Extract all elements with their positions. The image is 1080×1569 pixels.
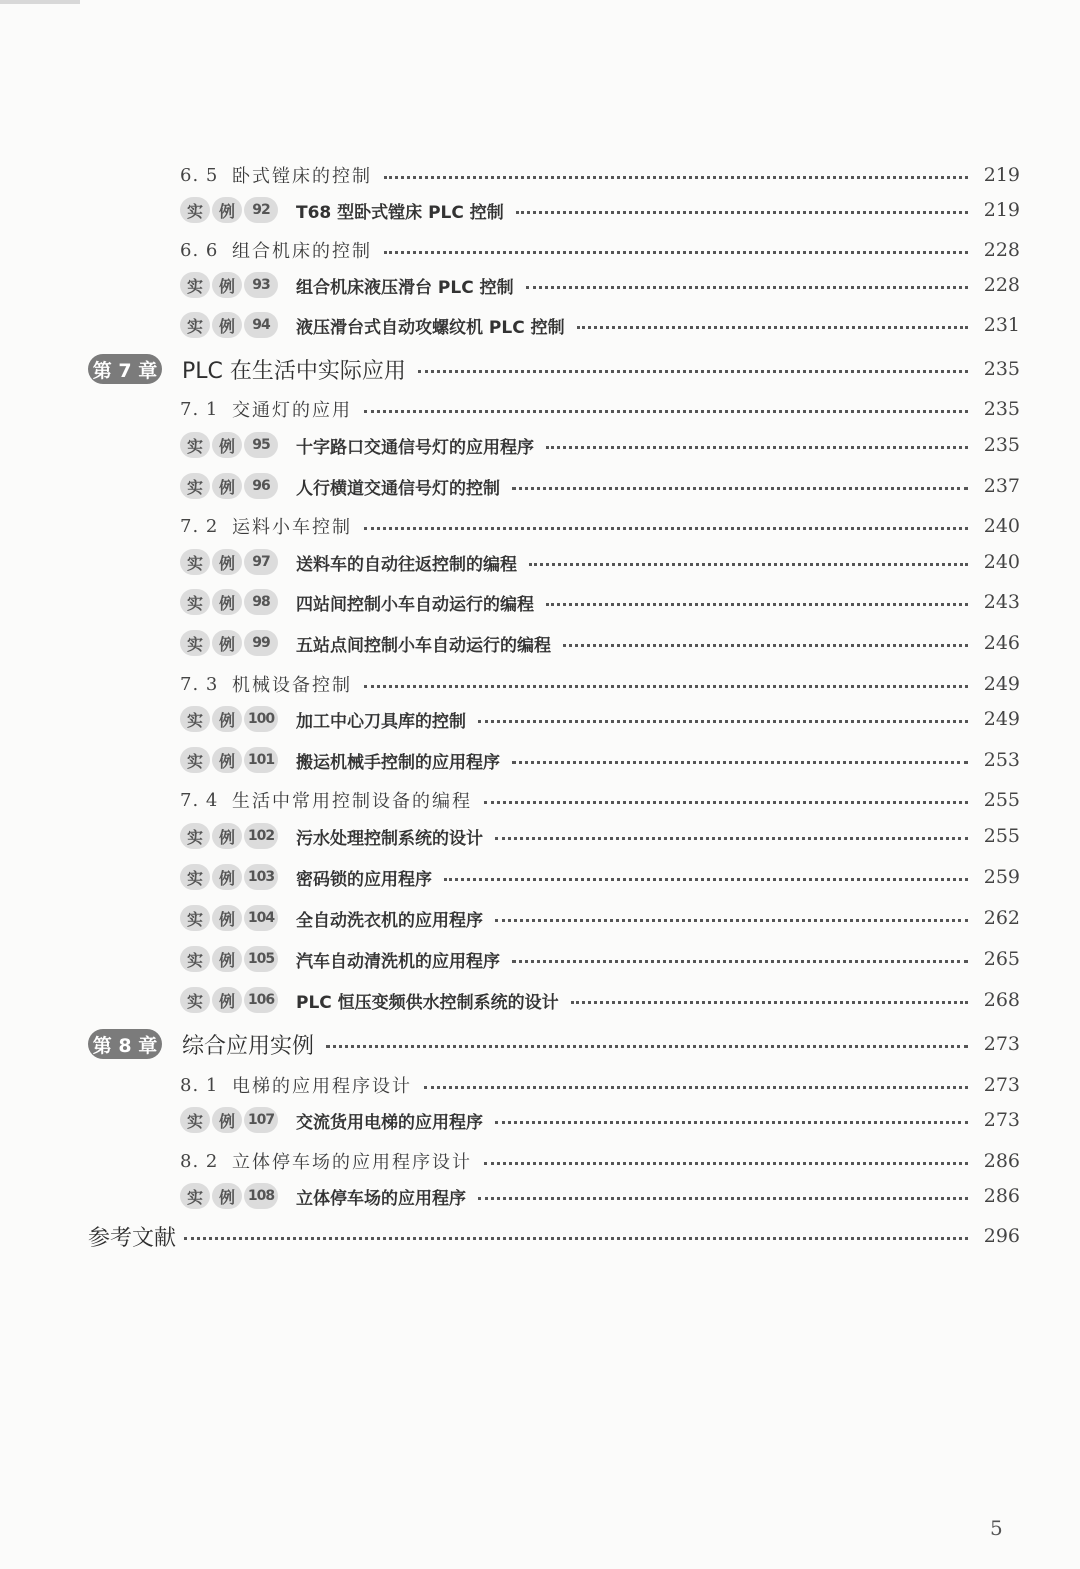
example-badge-char: 例: [212, 432, 242, 458]
section-title: 生活中常用控制设备的编程: [232, 791, 472, 812]
example-title: 交流货用电梯的应用程序: [296, 1112, 483, 1133]
section-title: 机械设备控制: [232, 675, 352, 696]
dot-leader: [495, 1121, 968, 1124]
example-badge-char: 例: [212, 747, 242, 773]
example-badge-char: 实: [180, 946, 210, 972]
page-ref: 273: [983, 1033, 1020, 1055]
example-badge: [180, 197, 278, 223]
example-title: 四站间控制小车自动运行的编程: [296, 594, 534, 615]
page-ref: 296: [983, 1225, 1020, 1247]
example-badge: [180, 272, 278, 298]
toc-entry-section[interactable]: [180, 159, 1020, 191]
example-badge-number: 95: [244, 432, 278, 458]
section-number: 6. 5: [180, 164, 219, 186]
example-badge-number: 103: [244, 864, 278, 890]
toc-entry-example[interactable]: [180, 861, 1020, 893]
example-title: 送料车的自动往返控制的编程: [296, 554, 517, 575]
example-badge-char: 例: [212, 1107, 242, 1133]
toc-entry-chapter[interactable]: [88, 353, 1020, 385]
page-ref: 235: [983, 358, 1020, 380]
example-badge-number: 96: [244, 473, 278, 499]
section-number: 6. 6: [180, 239, 219, 261]
dot-leader: [495, 837, 968, 840]
page-ref: 243: [983, 591, 1020, 613]
toc-entry-example[interactable]: [180, 703, 1020, 735]
references-title: 参考文献: [88, 1225, 177, 1251]
example-badge-char: 例: [212, 946, 242, 972]
example-title: 全自动洗衣机的应用程序: [296, 910, 483, 931]
example-title: 搬运机械手控制的应用程序: [296, 752, 500, 773]
example-badge-char: 实: [180, 987, 210, 1013]
example-title: 污水处理控制系统的设计: [296, 828, 483, 849]
example-badge-char: 例: [212, 630, 242, 656]
page-number: 5: [990, 1516, 1003, 1540]
toc-entry-section[interactable]: [180, 234, 1020, 266]
page-ref: 249: [983, 708, 1020, 730]
section-number: 7. 2: [180, 515, 219, 537]
dot-leader: [364, 685, 968, 688]
dot-leader: [364, 410, 968, 413]
section-title: 组合机床的控制: [232, 241, 372, 262]
toc-entry-example[interactable]: [180, 902, 1020, 934]
example-badge: [180, 473, 278, 499]
toc-entry-example[interactable]: [180, 546, 1020, 578]
example-badge-number: 99: [244, 630, 278, 656]
example-badge-char: 实: [180, 589, 210, 615]
toc-entry-example[interactable]: [180, 269, 1020, 301]
dot-leader: [516, 211, 968, 214]
dot-leader: [478, 1197, 968, 1200]
toc-entry-chapter[interactable]: [88, 1028, 1020, 1060]
toc-entry-references[interactable]: [88, 1220, 1020, 1252]
example-badge-char: 例: [212, 312, 242, 338]
toc-entry-example[interactable]: [180, 627, 1020, 659]
example-badge: [180, 312, 278, 338]
toc-entry-example[interactable]: [180, 744, 1020, 776]
page-ref: 265: [983, 948, 1020, 970]
example-badge-char: 实: [180, 706, 210, 732]
example-title: 加工中心刀具库的控制: [296, 711, 466, 732]
example-badge-char: 实: [180, 1183, 210, 1209]
section-number: 7. 1: [180, 398, 219, 420]
example-badge-number: 106: [244, 987, 278, 1013]
dot-leader: [364, 527, 968, 530]
example-badge-char: 例: [212, 905, 242, 931]
example-badge-char: 例: [212, 1183, 242, 1209]
dot-leader: [326, 1045, 968, 1048]
toc-entry-example[interactable]: [180, 309, 1020, 341]
example-badge-number: 105: [244, 946, 278, 972]
page-ref: 246: [983, 632, 1020, 654]
dot-leader: [184, 1237, 968, 1240]
example-badge-char: 实: [180, 905, 210, 931]
example-title: 十字路口交通信号灯的应用程序: [296, 437, 534, 458]
dot-leader: [444, 878, 968, 881]
page-ref: 273: [983, 1074, 1020, 1096]
toc-entry-example[interactable]: [180, 1180, 1020, 1212]
example-badge-char: 实: [180, 549, 210, 575]
toc-entry-example[interactable]: [180, 943, 1020, 975]
example-badge-number: 97: [244, 549, 278, 575]
toc-entry-section[interactable]: [180, 1069, 1020, 1101]
page-ref: 262: [983, 907, 1020, 929]
example-badge-char: 实: [180, 823, 210, 849]
page-ref: 286: [983, 1150, 1020, 1172]
example-badge-char: 实: [180, 432, 210, 458]
example-badge-number: 102: [244, 823, 278, 849]
example-title: 五站点间控制小车自动运行的编程: [296, 635, 551, 656]
toc-entry-section[interactable]: [180, 668, 1020, 700]
toc-entry-example[interactable]: [180, 820, 1020, 852]
chapter-badge: 第 7 章: [88, 354, 162, 384]
dot-leader: [384, 251, 968, 254]
page-ref: 235: [983, 398, 1020, 420]
page-ref: 255: [983, 825, 1020, 847]
example-badge-number: 98: [244, 589, 278, 615]
page-ref: 240: [983, 551, 1020, 573]
dot-leader: [546, 446, 968, 449]
dot-leader: [484, 1162, 968, 1165]
example-title: PLC 恒压变频供水控制系统的设计: [296, 992, 559, 1013]
dot-leader: [577, 326, 968, 329]
page-ref: 219: [983, 199, 1020, 221]
page-ref: 228: [983, 239, 1020, 261]
dot-leader: [478, 720, 968, 723]
example-badge: [180, 1107, 278, 1133]
example-badge: [180, 432, 278, 458]
example-badge-char: 例: [212, 272, 242, 298]
section-title: 卧式镗床的控制: [232, 166, 372, 187]
example-title: 人行横道交通信号灯的控制: [296, 478, 500, 499]
example-badge: [180, 823, 278, 849]
toc-entry-section[interactable]: [180, 393, 1020, 425]
example-badge-char: 实: [180, 1107, 210, 1133]
example-title: 立体停车场的应用程序: [296, 1188, 466, 1209]
page-ref: 237: [983, 475, 1020, 497]
toc-entry-section[interactable]: [180, 784, 1020, 816]
toc-entry-section[interactable]: [180, 1145, 1020, 1177]
example-title: 汽车自动清洗机的应用程序: [296, 951, 500, 972]
section-title: 电梯的应用程序设计: [232, 1076, 412, 1097]
example-badge: [180, 589, 278, 615]
example-badge-char: 实: [180, 197, 210, 223]
dot-leader: [546, 603, 968, 606]
example-badge-char: 例: [212, 589, 242, 615]
example-badge: [180, 747, 278, 773]
example-badge-char: 实: [180, 864, 210, 890]
section-title: 运料小车控制: [232, 517, 352, 538]
page-ref: 268: [983, 989, 1020, 1011]
example-badge-char: 实: [180, 473, 210, 499]
section-number: 7. 4: [180, 789, 219, 811]
page-ref: 228: [983, 274, 1020, 296]
page-ref: 235: [983, 434, 1020, 456]
example-badge-char: 例: [212, 706, 242, 732]
example-badge: [180, 630, 278, 656]
example-title: T68 型卧式镗床 PLC 控制: [296, 202, 504, 223]
page-ref: 273: [983, 1109, 1020, 1131]
section-title: 立体停车场的应用程序设计: [232, 1152, 472, 1173]
example-badge: [180, 549, 278, 575]
toc-entry-example[interactable]: [180, 984, 1020, 1016]
example-badge: [180, 987, 278, 1013]
example-badge-number: 108: [244, 1183, 278, 1209]
example-title: 组合机床液压滑台 PLC 控制: [296, 277, 514, 298]
example-badge-char: 实: [180, 272, 210, 298]
example-badge-number: 107: [244, 1107, 278, 1133]
example-badge-char: 例: [212, 987, 242, 1013]
dot-leader: [563, 644, 968, 647]
example-badge-number: 92: [244, 197, 278, 223]
section-number: 8. 2: [180, 1150, 219, 1172]
toc-entry-section[interactable]: [180, 510, 1020, 542]
toc-entry-example[interactable]: [180, 470, 1020, 502]
example-title: 液压滑台式自动攻螺纹机 PLC 控制: [296, 317, 565, 338]
example-badge-number: 94: [244, 312, 278, 338]
page-ref: 219: [983, 164, 1020, 186]
page-ref: 249: [983, 673, 1020, 695]
example-badge-number: 104: [244, 905, 278, 931]
page-ref: 255: [983, 789, 1020, 811]
example-badge-char: 例: [212, 823, 242, 849]
chapter-title: 综合应用实例: [182, 1033, 315, 1059]
dot-leader: [495, 919, 968, 922]
dot-leader: [484, 801, 968, 804]
example-badge-char: 实: [180, 747, 210, 773]
example-badge-char: 例: [212, 197, 242, 223]
page-ref: 240: [983, 515, 1020, 537]
example-title: 密码锁的应用程序: [296, 869, 432, 890]
example-badge-char: 例: [212, 473, 242, 499]
dot-leader: [418, 370, 968, 373]
example-badge-char: 实: [180, 312, 210, 338]
chapter-badge: 第 8 章: [88, 1029, 162, 1059]
example-badge-char: 实: [180, 630, 210, 656]
dot-leader: [424, 1086, 968, 1089]
toc-entry-example[interactable]: [180, 429, 1020, 461]
example-badge-number: 100: [244, 706, 278, 732]
dot-leader: [529, 563, 968, 566]
example-badge-number: 93: [244, 272, 278, 298]
example-badge: [180, 946, 278, 972]
chapter-title: PLC 在生活中实际应用: [182, 358, 406, 384]
page-corner-tab: [0, 0, 80, 4]
page-ref: 259: [983, 866, 1020, 888]
example-badge-char: 例: [212, 549, 242, 575]
toc-entry-example[interactable]: [180, 194, 1020, 226]
dot-leader: [571, 1001, 968, 1004]
example-badge: [180, 905, 278, 931]
section-number: 8. 1: [180, 1074, 219, 1096]
dot-leader: [526, 286, 968, 289]
dot-leader: [512, 960, 968, 963]
toc-entry-example[interactable]: [180, 1104, 1020, 1136]
dot-leader: [512, 761, 968, 764]
example-badge: [180, 1183, 278, 1209]
dot-leader: [512, 487, 968, 490]
section-number: 7. 3: [180, 673, 219, 695]
toc-entry-example[interactable]: [180, 586, 1020, 618]
page-ref: 253: [983, 749, 1020, 771]
page-ref: 231: [983, 314, 1020, 336]
dot-leader: [384, 176, 968, 179]
example-badge-char: 例: [212, 864, 242, 890]
example-badge: [180, 706, 278, 732]
example-badge-number: 101: [244, 747, 278, 773]
section-title: 交通灯的应用: [232, 400, 352, 421]
page-ref: 286: [983, 1185, 1020, 1207]
example-badge: [180, 864, 278, 890]
